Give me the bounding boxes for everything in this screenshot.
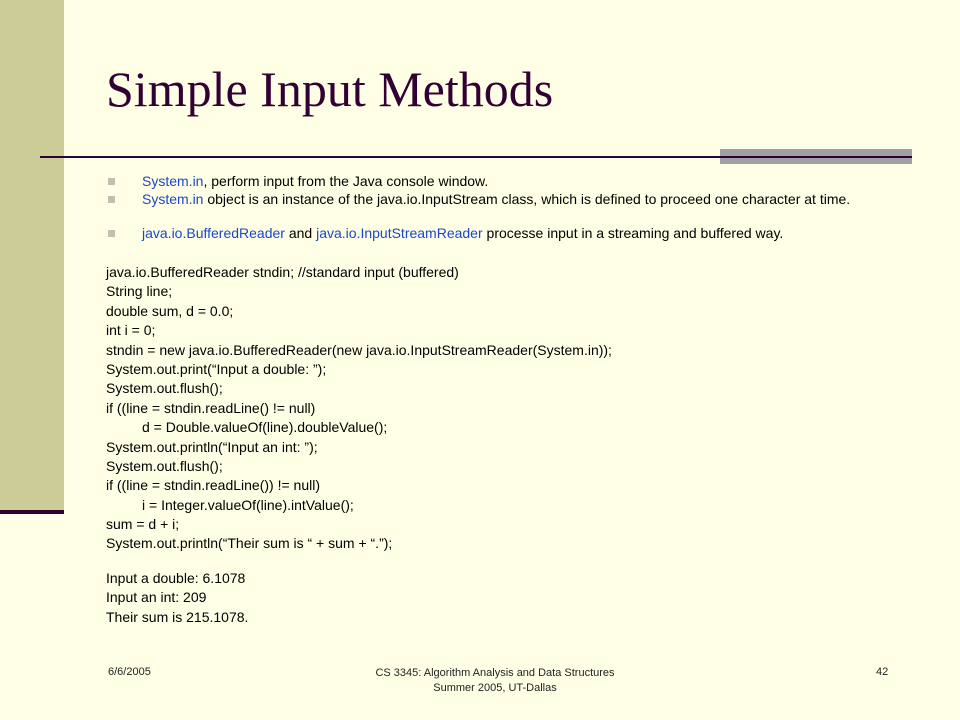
- keyword: java.io.InputStreamReader: [316, 225, 483, 241]
- bullet-rest: object is an instance of the java.io.InputStream class, which is defined to proceed one character at time.: [203, 191, 851, 207]
- bullet-square-icon: [108, 230, 115, 237]
- bullet-text: [142, 192, 902, 207]
- output-line: Their sum is 215.1078.: [106, 608, 249, 625]
- title-rule-accent-line: [720, 156, 912, 158]
- console-output: [106, 569, 248, 627]
- code-line: stndin = new java.io.BufferedReader(new java.io.InputStreamReader(System.in));: [106, 341, 612, 358]
- keyword: System.in: [142, 173, 204, 189]
- code-line: if ((line = stndin.readLine() != null): [106, 399, 316, 416]
- keyword: System.in: [142, 191, 204, 207]
- code-line: System.out.flush();: [106, 457, 223, 474]
- slide-title: Simple Input Methods: [106, 61, 554, 117]
- bullet-rest: , perform input from the Java console window.: [203, 173, 489, 189]
- sidebar-decoration: [0, 0, 64, 512]
- output-line: Input a double: 6.1078: [106, 570, 246, 586]
- footer-course-line2: Summer 2005, UT-Dallas: [433, 682, 557, 694]
- bullet-square-icon: [108, 196, 115, 203]
- footer-course-line1: CS 3345: Algorithm Analysis and Data Structures: [375, 667, 615, 679]
- code-line: System.out.print(“Input a double: ”);: [106, 360, 327, 377]
- code-line: System.out.println(“Input an int: ”);: [106, 438, 318, 455]
- code-line-indented: i = Integer.valueOf(line).intValue();: [142, 496, 354, 513]
- bullet-rest: processe input in a streaming and buffered way.: [482, 225, 784, 241]
- code-line: int i = 0;: [106, 322, 156, 339]
- code-block: [106, 263, 906, 554]
- sidebar-cap-line: [0, 510, 64, 514]
- slide-number: 42: [876, 666, 889, 678]
- output-line: Input an int: 209: [106, 589, 207, 606]
- code-line: java.io.BufferedReader stndin; //standard input (buffered): [106, 264, 459, 280]
- code-line: sum = d + i;: [106, 516, 180, 533]
- code-line: System.out.flush();: [106, 380, 223, 397]
- bullet-mid: and: [284, 225, 317, 241]
- code-line: double sum, d = 0.0;: [106, 302, 234, 319]
- bullet-square-icon: [108, 178, 115, 185]
- footer-course: [330, 666, 660, 696]
- footer-date: 6/6/2005: [108, 666, 151, 678]
- code-line: System.out.println(“Their sum is “ + sum + “.”);: [106, 535, 393, 552]
- keyword: java.io.BufferedReader: [142, 225, 285, 241]
- code-line-indented: d = Double.valueOf(line).doubleValue();: [142, 419, 388, 436]
- bullet-text: [142, 174, 902, 189]
- code-line: String line;: [106, 283, 173, 300]
- code-line: if ((line = stndin.readLine()) != null): [106, 477, 320, 494]
- bullet-text: [142, 226, 902, 241]
